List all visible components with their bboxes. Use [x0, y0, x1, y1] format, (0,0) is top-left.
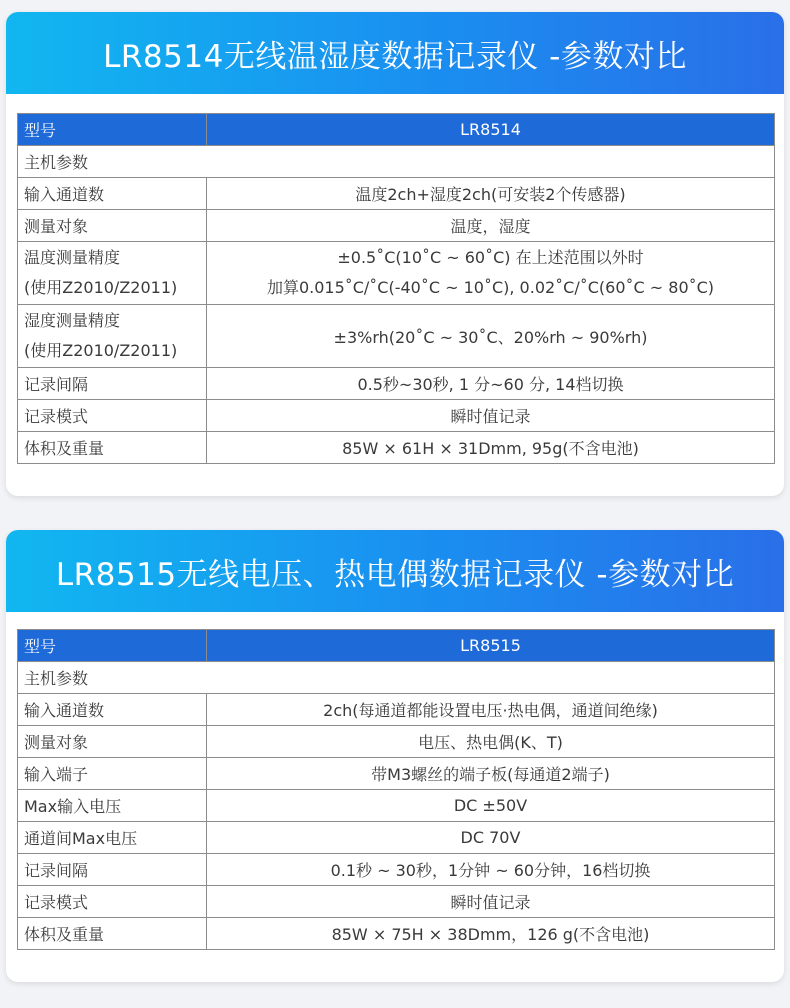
row-value: DC 70V [207, 822, 775, 854]
model-value: LR8515 [207, 630, 775, 662]
group-label: 主机参数 [18, 662, 775, 694]
row-value: 85W × 75H × 38Dmm，126 g(不含电池) [207, 918, 775, 950]
row-value: ±3%rh(20˚C ~ 30˚C、20%rh ~ 90%rh) [207, 305, 775, 368]
row-label: 记录模式 [18, 886, 207, 918]
row-label: 测量对象 [18, 210, 207, 242]
table-row [18, 178, 775, 210]
lr8514-spec-card [6, 12, 784, 496]
table-row [18, 694, 775, 726]
row-value: 瞬时值记录 [207, 400, 775, 432]
row-value: DC ±50V [207, 790, 775, 822]
row-label [18, 242, 207, 305]
table-row [18, 400, 775, 432]
row-value: 电压、热电偶(K、T) [207, 726, 775, 758]
table-row [18, 886, 775, 918]
model-label: 型号 [18, 114, 207, 146]
row-value: 2ch(每通道都能设置电压·热电偶，通道间绝缘) [207, 694, 775, 726]
row-label-line: (使用Z2010/Z2011) [24, 278, 178, 297]
model-value: LR8514 [207, 114, 775, 146]
row-label: 输入通道数 [18, 694, 207, 726]
row-value: 0.1秒 ~ 30秒，1分钟 ~ 60分钟，16档切换 [207, 854, 775, 886]
table-row [18, 758, 775, 790]
group-row [18, 662, 775, 694]
row-label: 体积及重量 [18, 432, 207, 464]
model-label: 型号 [18, 630, 207, 662]
row-label: 通道间Max电压 [18, 822, 207, 854]
group-label: 主机参数 [18, 146, 775, 178]
row-value: 0.5秒~30秒, 1 分~60 分, 14档切换 [207, 368, 775, 400]
row-value [207, 242, 775, 305]
row-label: 记录间隔 [18, 368, 207, 400]
row-value: 瞬时值记录 [207, 886, 775, 918]
row-label: Max输入电压 [18, 790, 207, 822]
row-value: 带M3螺丝的端子板(每通道2端子) [207, 758, 775, 790]
table-header-row [18, 630, 775, 662]
table-row [18, 854, 775, 886]
section-title: LR8515无线电压、热电偶数据记录仪 -参数对比 [6, 530, 784, 612]
row-value: 温度，湿度 [207, 210, 775, 242]
lr8515-spec-card [6, 530, 784, 982]
table-row [18, 822, 775, 854]
row-label: 测量对象 [18, 726, 207, 758]
row-label: 体积及重量 [18, 918, 207, 950]
row-label: 输入通道数 [18, 178, 207, 210]
group-row [18, 146, 775, 178]
table-row [18, 242, 775, 305]
row-label: 记录间隔 [18, 854, 207, 886]
table-row [18, 210, 775, 242]
row-label-line: (使用Z2010/Z2011) [24, 341, 178, 360]
row-label-line: 温度测量精度 [24, 248, 121, 267]
row-value-line: ±0.5˚C(10˚C ~ 60˚C) 在上述范围以外时 [337, 248, 644, 267]
row-label [18, 305, 207, 368]
row-label: 记录模式 [18, 400, 207, 432]
table-row [18, 918, 775, 950]
row-label: 输入端子 [18, 758, 207, 790]
table-row [18, 790, 775, 822]
spec-table [17, 629, 775, 950]
table-row [18, 726, 775, 758]
table-row [18, 432, 775, 464]
table-row [18, 368, 775, 400]
table-row [18, 305, 775, 368]
row-label-line: 湿度测量精度 [24, 311, 121, 330]
row-value-line: 加算0.015˚C/˚C(-40˚C ~ 10˚C), 0.02˚C/˚C(60˚C ~ 80˚C) [266, 278, 715, 297]
row-value: 温度2ch+湿度2ch(可安装2个传感器) [207, 178, 775, 210]
section-title: LR8514无线温湿度数据记录仪 -参数对比 [6, 12, 784, 94]
table-header-row [18, 114, 775, 146]
row-value: 85W × 61H × 31Dmm, 95g(不含电池) [207, 432, 775, 464]
spec-table [17, 113, 775, 464]
